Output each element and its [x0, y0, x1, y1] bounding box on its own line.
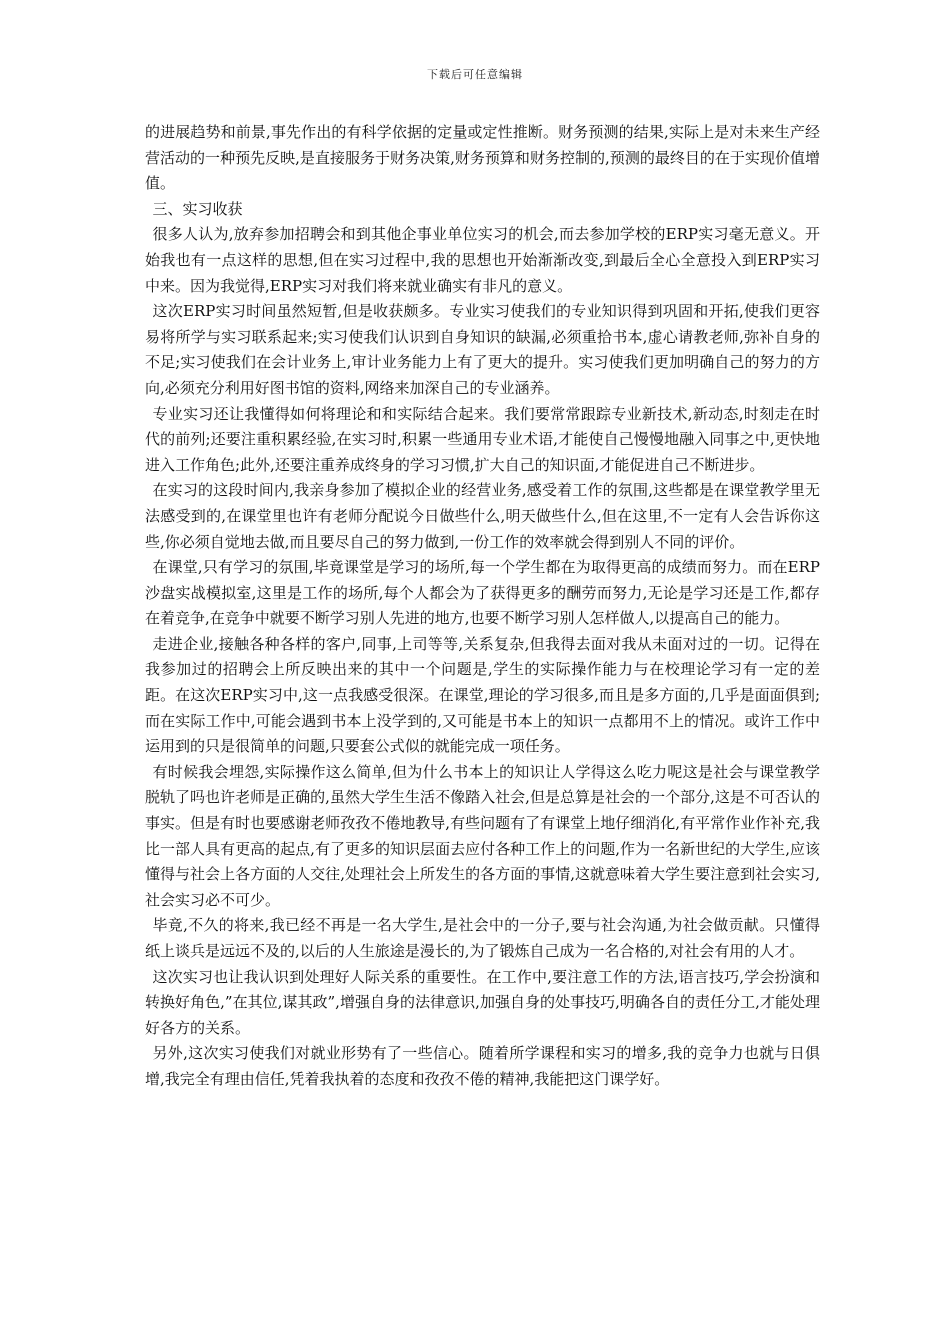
paragraph-3: 专业实习还让我懂得如何将理论和和实际结合起来。我们要常常跟踪专业新技术,新动态,时刻走在时代的前列;还要注重积累经验,在实习时,积累一些通用专业术语,才能使自己慢慢地融入同事之中,更快地进入工作角色;此外,还要注重养成终身的学习习惯,扩大自己的知识面,才能促进自己不断进步。	[145, 404, 820, 474]
page-header: 下载后可任意编辑	[427, 68, 523, 81]
paragraph-9: 这次实习也让我认识到处理好人际关系的重要性。在工作中,要注意工作的方法,语言技巧,学会扮演和转换好角色,”在其位,谋其政”,增强自身的法律意识,加强自身的处事技巧,明确各自的责任分工,才能处理好各方的关系。	[145, 967, 820, 1037]
intro-paragraph: 的进展趋势和前景,事先作出的有科学依据的定量或定性推断。财务预测的结果,实际上是对未来生产经营活动的一种预先反映,是直接服务于财务决策,财务预算和财务控制的,预测的最终目的在于实现价值增值。	[145, 123, 820, 193]
paragraph-7: 有时候我会埋怨,实际操作这么简单,但为什么书本上的知识让人学得这么吃力呢这是社会与课堂教学脱轨了吗也许老师是正确的,虽然大学生生活不像踏入社会,但是总算是社会的一个部分,这是不可否认的事实。但是有时也要感谢老师孜孜不倦地教导,有些问题有了有课堂上地仔细消化,有平常作业作补充,我比一部人具有更高的起点,有了更多的知识层面去应付各种工作上的问题,作为一名新世纪的大学生,应该懂得与社会上各方面的人交往,处理社会上所发生的各方面的事情,这就意味着大学生要注意到社会实习,社会实习必不可少。	[145, 762, 820, 909]
paragraph-4: 在实习的这段时间内,我亲身参加了模拟企业的经营业务,感受着工作的氛围,这些都是在课堂教学里无法感受到的,在课堂里也许有老师分配说今日做些什么,明天做些什么,但在这里,不一定有人会告诉你这些,你必须自觉地去做,而且要尽自己的努力做到,一份工作的效率就会得到别人不同的评价。	[145, 481, 820, 551]
section-heading: 三、实习收获	[152, 199, 243, 218]
document-body	[145, 120, 820, 1093]
paragraph-10: 另外,这次实习使我们对就业形势有了一些信心。随着所学课程和实习的增多,我的竞争力也就与日俱增,我完全有理由信任,凭着我执着的态度和孜孜不倦的精神,我能把这门课学好。	[145, 1044, 820, 1088]
paragraph-2: 这次ERP实习时间虽然短暂,但是收获颇多。专业实习使我们的专业知识得到巩固和开拓,使我们更容易将所学与实习联系起来;实习使我们认识到自身知识的缺漏,必须重拾书本,虚心请教老师,弥补自身的不足;实习使我们在会计业务上,审计业务能力上有了更大的提升。实习使我们更加明确自己的努力的方向,必须充分利用好图书馆的资料,网络来加深自己的专业涵养。	[145, 302, 820, 397]
paragraph-6: 走进企业,接触各种各样的客户,同事,上司等等,关系复杂,但我得去面对我从未面对过的一切。记得在我参加过的招聘会上所反映出来的其中一个问题是,学生的实际操作能力与在校理论学习有一定的差距。在这次ERP实习中,这一点我感受很深。在课堂,理论的学习很多,而且是多方面的,几乎是面面俱到;而在实际工作中,可能会遇到书本上没学到的,又可能是书本上的知识一点都用不上的情况。或许工作中运用到的只是很简单的问题,只要套公式似的就能完成一项任务。	[145, 634, 820, 756]
paragraph-1: 很多人认为,放弃参加招聘会和到其他企事业单位实习的机会,而去参加学校的ERP实习毫无意义。开始我也有一点这样的思想,但在实习过程中,我的思想也开始渐渐改变,到最后全心全意投入到ERP实习中来。因为我觉得,ERP实习对我们将来就业确实有非凡的意义。	[145, 225, 820, 295]
paragraph-8: 毕竟,不久的将来,我已经不再是一名大学生,是社会中的一分子,要与社会沟通,为社会做贡献。只懂得纸上谈兵是远远不及的,以后的人生旅途是漫长的,为了锻炼自己成为一名合格的,对社会有用的人才。	[145, 916, 820, 960]
paragraph-5: 在课堂,只有学习的氛围,毕竟课堂是学习的场所,每一个学生都在为取得更高的成绩而努力。而在ERP沙盘实战模拟室,这里是工作的场所,每个人都会为了获得更多的酬劳而努力,无论是学习还是工作,都存在着竞争,在竞争中就要不断学习别人先进的地方,也要不断学习别人怎样做人,以提高自己的能力。	[145, 558, 820, 628]
